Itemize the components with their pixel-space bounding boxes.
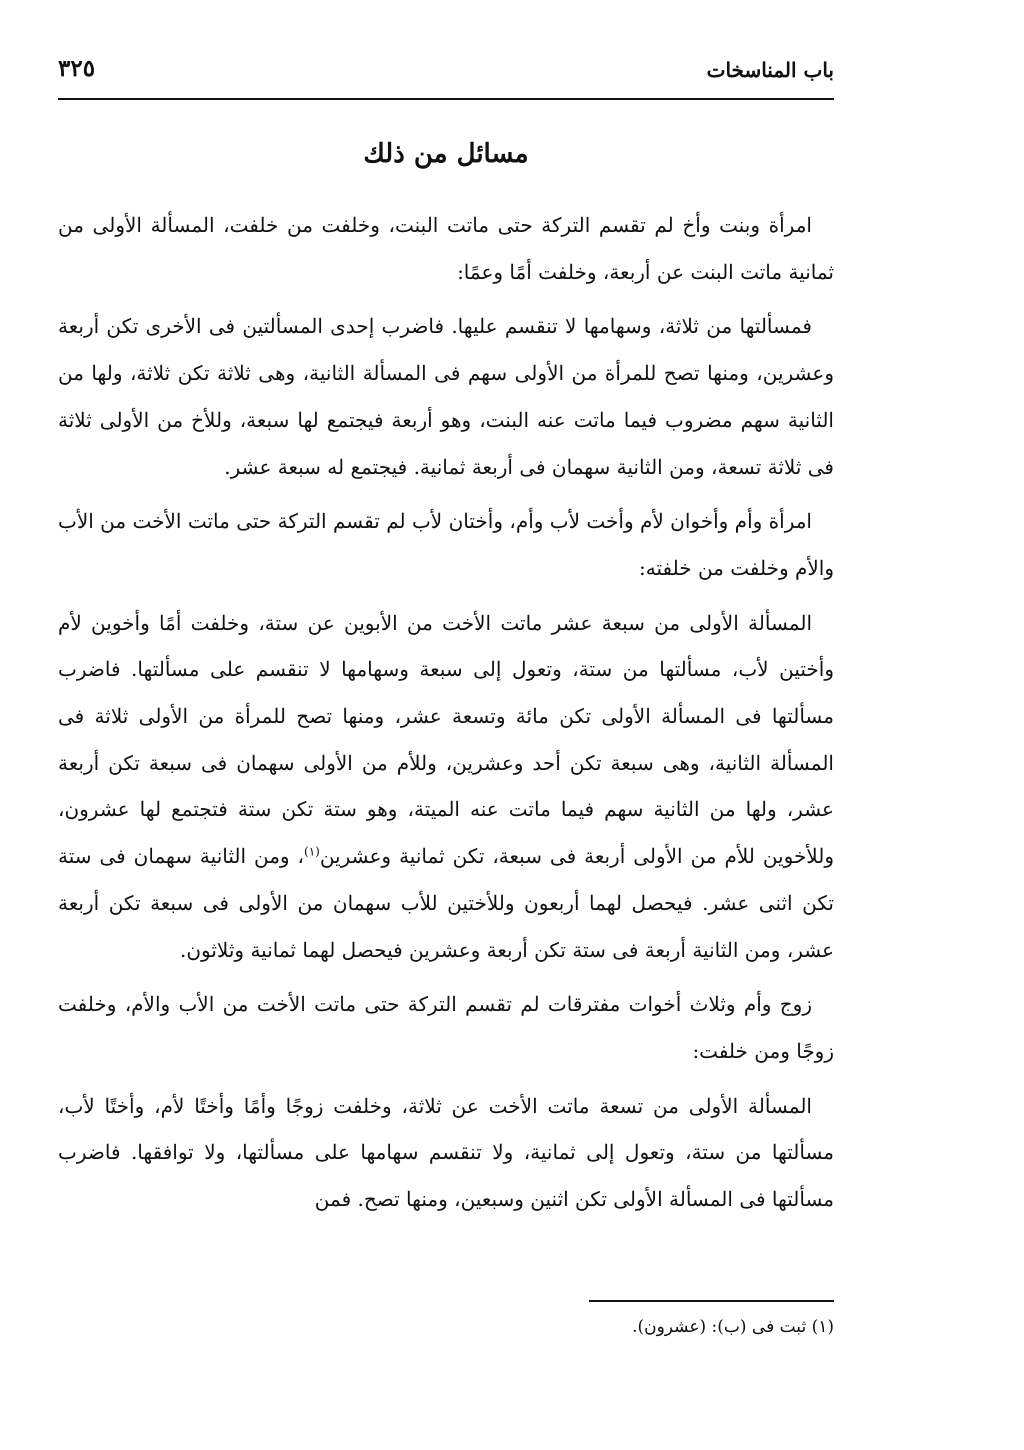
paragraph-4 bbox=[58, 600, 834, 974]
book-page bbox=[58, 42, 834, 1432]
paragraph-1: امرأة وبنت وأخ لم تقسم التركة حتى ماتت البنت، وخلفت من خلفت، المسألة الأولى من ثمانية ماتت البنت عن أربعة، وخلفت أمًا وعمًا: bbox=[58, 213, 834, 284]
header-rule bbox=[58, 98, 834, 100]
footnote-text: (١) ثبت فى (ب): (عشرون). bbox=[632, 1317, 834, 1337]
section-title: مسائل من ذلك bbox=[363, 139, 529, 169]
running-title: باب المناسخات bbox=[706, 58, 834, 82]
paragraph-6: المسألة الأولى من تسعة ماتت الأخت عن ثلاثة، وخلفت زوجًا وأمًا وأختًا لأم، وأختًا لأب، مسألتها من ستة، وتعول إلى ثمانية، ولا تنقسم سهامها على مسألتها، ولا توافقها. فاضرب مسألتها فى المسألة الأولى تكن اثنين وسبعين، ومنها تصح. فمن bbox=[58, 1093, 834, 1212]
paragraph-3: امرأة وأم وأخوان لأم وأخت لأب وأم، وأختان لأب لم تقسم التركة حتى ماتت الأخت من الأب والأم وخلفت من خلفته: bbox=[58, 509, 834, 580]
main-content bbox=[58, 202, 834, 1223]
paragraph-5: زوج وأم وثلاث أخوات مفترقات لم تقسم التركة حتى ماتت الأخت من الأب والأم، وخلفت زوجًا ومن خلفت: bbox=[58, 992, 834, 1063]
page-header bbox=[58, 42, 834, 100]
footnote-rule bbox=[589, 1300, 834, 1302]
footnote-reference: (١) bbox=[304, 844, 320, 859]
paragraph-4-part-a: المسألة الأولى من سبعة عشر ماتت الأخت من الأبوين عن ستة، وخلفت أمًا وأخوين لأم وأختين لأب، مسألتها من ستة، وتعول إلى سبعة وسهامها لا تنقسم على مسألتها. فاضرب مسألتها فى المسألة الأولى تكن مائة وتسعة عشر، ومنها تصح للمرأة من الأولى ثلاثة فى المسألة الثانية، وهى سبعة تكن أحد وعشرين، وللأم من الأولى سهمان فى سبعة تكن أربعة عشر، ولها من الثانية سهم فيما ماتت عنه الميتة، وهو ستة تكن ستة فتجتمع لها عشرون، وللأخوين للأم من الأولى أربعة فى سبعة، تكن ثمانية bbox=[58, 610, 834, 869]
paragraph-4-part-c: ، ومن الثانية سهمان فى ستة تكن اثنى عشر. فيحصل لهما أربعون وللأختين للأب سهمان من الأولى فى سبعة تكن أربعة عشر، ومن الثانية أربعة فى ستة تكن أربعة وعشرين فيحصل لهما ثمانية وثلاثون. bbox=[58, 844, 834, 962]
footnote-area bbox=[589, 1300, 834, 1342]
paragraph-4-part-b: وعشرين bbox=[319, 844, 392, 869]
paragraph-2: فمسألتها من ثلاثة، وسهامها لا تنقسم عليها. فاضرب إحدى المسألتين فى الأخرى تكن أربعة وعشرين، ومنها تصح للمرأة من الأولى سهم فى المسألة الثانية، وهى ثلاثة تكن ثلاثة، ولها من الثانية سهم مضروب فيما ماتت عنه البنت، وهو أربعة فيجتمع لها سبعة، وللأخ من الأولى ثلاثة فى ثلاثة تسعة، ومن الثانية سهمان فى أربعة ثمانية. فيجتمع له سبعة عشر. bbox=[58, 314, 834, 479]
page-number: ٣٢٥ bbox=[58, 55, 96, 82]
